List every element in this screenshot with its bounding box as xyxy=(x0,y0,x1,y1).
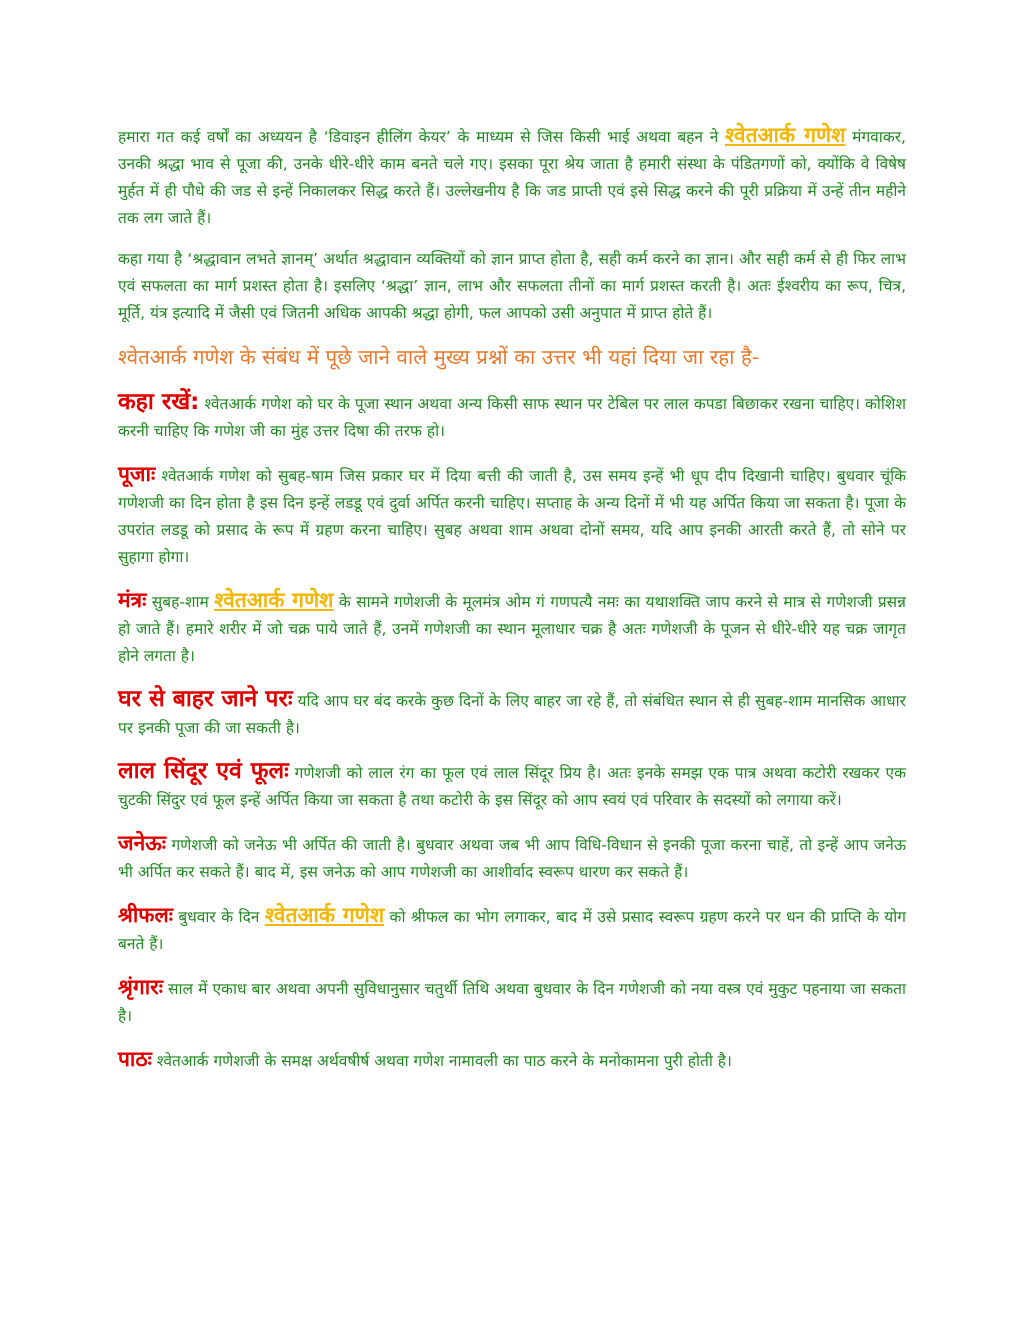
section-text: गणेशजी को लाल रंग का फूल एवं लाल सिंदूर प्रिय है। अतः इनके समझ एक पात्र अथवा कटोरी रखकर एक चुटकी सिंदुर एवं फूल इन्हें अर्पित किया जा सकता है तथा कटोरी के इस सिंदूर को आप स्वयं एवं परिवार के सदस्यों को लगाया करें। xyxy=(118,764,906,809)
section-heading: पूजाः xyxy=(118,462,156,486)
section-shringar xyxy=(118,974,906,1030)
intro-text-a: हमारा गत कई वर्षों का अध्ययन है ‘डिवाइन हीलिंग केयर’ के माध्यम से जिस किसी भाई अथवा बहन ने xyxy=(118,128,725,146)
shwetark-ganesh-link[interactable]: श्वेतआर्क गणेश xyxy=(724,123,846,147)
section-heading: घर से बाहर जाने परः xyxy=(118,686,293,712)
section-sindoor xyxy=(118,758,906,814)
intro-paragraph-2: कहा गया है ‘श्रद्धावान लभते ज्ञानम्’ अर्थात श्रद्धावान व्यक्तियों को ज्ञान प्राप्त होता है, सही कर्म करने का ज्ञान। और सही कर्म से ही फिर लाभ एवं सफलता का मार्ग प्रशस्त होता है। इसलिए ‘श्रद्धा’ ज्ञान, लाभ और सफलता तीनों का मार्ग प्रशस्त करती है। अतः ईश्वरीय का रूप, चित्र, मूर्ति, यंत्र इत्यादि में जैसी एवं जितनी अधिक आपकी श्रद्धा होगी, फल आपको उसी अनुपात में प्राप्त होते हैं। xyxy=(118,250,906,322)
section-text: साल में एकाध बार अथवा अपनी सुविधानुसार चतुर्थी तिथि अथवा बुधवार के दिन गणेशजी को नया वस्त्र एवं मुकुट पहनाया जा सकता है। xyxy=(118,980,906,1025)
section-text: गणेशजी को जनेऊ भी अर्पित की जाती है। बुधवार अथवा जब भी आप विधि-विधान से इनकी पूजा करना चाहें, तो इन्हें आप जनेऊ भी अर्पित कर सकते हैं। बाद में, इस जनेऊ को आप गणेशजी का आशीर्वाद स्वरूप धारण कर सकते हैं। xyxy=(118,836,906,881)
section-mantra xyxy=(118,587,906,670)
intro-paragraph-1 xyxy=(118,122,906,232)
section-heading: श्रीफलः xyxy=(118,903,173,927)
section-text: श्वेतआर्क गणेशजी के समक्ष अर्थवषीर्ष अथवा गणेश नामावली का पाठ करने के मनोकामना पुरी होती है। xyxy=(151,1052,732,1070)
section-puja xyxy=(118,461,906,571)
section-shriphal xyxy=(118,902,906,958)
section-text: के सामने गणेशजी के मूलमंत्र ओम गं गणपत्यै नमः का यथाशक्ति जाप करने से मात्र से गणेशजी प्रसन्न हो जाते हैं। हमारे शरीर में जो चक्र पाये जाते हैं, उनमें गणेशजी का स्थान मूलाधार चक्र है अतः गणेशजी के पूजन से धीरे-धीरे यह चक्र जागृत होने लगता है। xyxy=(118,593,906,665)
section-rakhe xyxy=(118,389,906,445)
shwetark-ganesh-link[interactable]: श्वेतआर्क गणेश xyxy=(264,903,385,927)
section-path xyxy=(118,1046,906,1075)
section-text: को श्रीफल का भोग लगाकर, बाद में उसे प्रसाद स्वरूप ग्रहण करने पर धन की प्राप्ति के योग बनते हैं। xyxy=(118,908,906,953)
section-text: श्वेतआर्क गणेश को घर के पूजा स्थान अथवा अन्य किसी साफ स्थान पर टेबिल पर लाल कपडा बिछाकर रखना चाहिए। कोशिश करनी चाहिए कि गणेश जी का मुंह उत्तर दिषा की तरफ हो। xyxy=(118,395,907,440)
section-text: श्वेतआर्क गणेश को सुबह-षाम जिस प्रकार घर में दिया बत्ती की जाती है, उस समय इन्हें भी धूप दीप दिखानी चाहिए। बुधवार चूंकि गणेशजी का दिन होता है इस दिन इन्हें लडडू एवं दुर्वा अर्पित करनी चाहिए। सप्ताह के अन्य दिनों में भी यह अर्पित किया जा सकता है। पूजा के उपरांत लडडू को प्रसाद के रूप में ग्रहण करना चाहिए। सुबह अथवा शाम अथवा दोनों समय, यदि आप इनकी आरती करते हैं, तो सोने पर सुहागा होगा। xyxy=(118,467,906,566)
section-janeu xyxy=(118,830,906,886)
section-heading: कहा रखें: xyxy=(118,389,200,415)
section-heading: लाल सिंदूर एवं फूलः xyxy=(118,758,289,784)
faq-subheading: श्वेतआर्क गणेश के संबंध में पूछे जाने वाले मुख्य प्रश्नों का उत्तर भी यहां दिया जा रहा है- xyxy=(118,345,760,369)
intro-text-b: मंगवाकर, उनकी श्रद्धा भाव से पूजा की, उनके धीरे-धीरे काम बनते चले गए। इसका पूरा श्रेय जाता है हमारी संस्था के पंडितगणों को, क्योंकि वे विषेष मुर्हत में ही पौधे की जड से इन्हें निकालकर सिद्ध करते हैं। उल्लेखनीय है कि जड प्राप्ती एवं इसे सिद्ध करने की पूरी प्रक्रिया में उन्हें तीन महीने तक लग जाते हैं। xyxy=(118,128,906,227)
section-heading: पाठः xyxy=(118,1047,152,1071)
shwetark-ganesh-link[interactable]: श्वेतआर्क गणेश xyxy=(214,588,334,612)
section-text: यदि आप घर बंद करके कुछ दिनों के लिए बाहर जा रहे हैं, तो संबंधित स्थान से ही सुबह-शाम मानसिक आधार पर इनकी पूजा की जा सकती है। xyxy=(118,692,906,737)
section-heading: जनेऊः xyxy=(118,831,166,855)
section-heading: मंत्रः xyxy=(118,588,147,612)
section-heading: श्रृंगारः xyxy=(118,975,163,999)
section-bahar xyxy=(118,686,906,742)
section-text: बुधवार के दिन xyxy=(172,908,265,926)
section-text: सुबह-शाम xyxy=(146,593,215,611)
